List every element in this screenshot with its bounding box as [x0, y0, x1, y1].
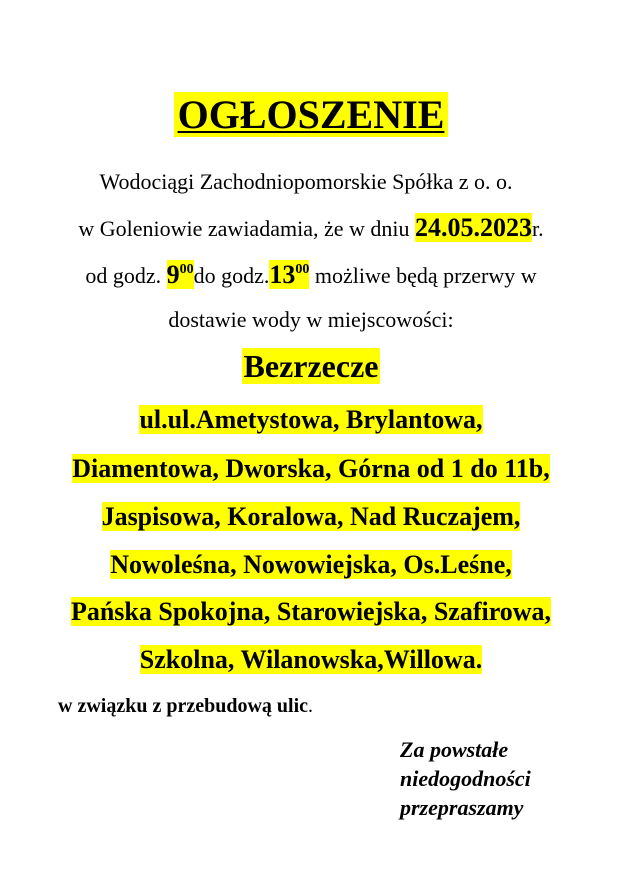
locality-heading — [0, 346, 622, 386]
intro-date-suffix: r. — [531, 216, 544, 241]
street-text: Szkolna, Wilanowska,Willowa. — [139, 645, 483, 674]
hours-suffix: możliwe będą przerwy w — [309, 263, 537, 288]
apology-line: przepraszamy — [400, 795, 524, 820]
reason-line — [58, 693, 313, 719]
street-line — [0, 500, 622, 534]
from-hour-value: 9 — [166, 260, 180, 289]
intro-line-locality: dostawie wody w miejscowości: — [168, 307, 454, 332]
street-text: Nowoleśna, Nowowiejska, Os.Leśne, — [110, 550, 512, 579]
street-text: Jaspisowa, Koralowa, Nad Ruczajem, — [101, 502, 521, 531]
apology-block — [400, 735, 531, 822]
announcement-title — [0, 92, 622, 138]
to-hour-value: 13 — [269, 260, 296, 289]
street-line — [0, 548, 622, 582]
to-text: do godz. — [193, 263, 270, 288]
reason-end: . — [308, 695, 313, 717]
locality-name: Bezrzecze — [243, 348, 379, 384]
intro-date-prefix: w Goleniowie zawiadamia, że w dniu — [78, 216, 415, 241]
to-hour-minutes: 00 — [295, 262, 310, 277]
outage-date: 24.05.2023 — [414, 213, 532, 242]
apology-line: Za powstałe — [400, 737, 509, 762]
street-line — [0, 403, 622, 437]
title-text: OGŁOSZENIE — [174, 92, 449, 137]
street-line — [0, 452, 622, 486]
to-hour — [269, 260, 309, 289]
reason-text: w związku z przebudową ulic — [58, 695, 308, 717]
from-hour-minutes: 00 — [179, 262, 194, 277]
intro-line-hours — [0, 260, 622, 291]
from-text: od godz. — [85, 263, 167, 288]
intro-line-date — [0, 213, 622, 244]
from-hour — [167, 260, 194, 289]
street-line — [0, 595, 622, 629]
street-text: Pańska Spokojna, Starowiejska, Szafirowa, — [70, 597, 552, 626]
intro-line-company: Wodociągi Zachodniopomorskie Spółka z o. o. — [99, 169, 513, 194]
street-line — [0, 643, 622, 677]
street-text: Diamentowa, Dworska, Górna od 1 do 11b, — [72, 454, 550, 483]
apology-line: niedogodności — [400, 766, 531, 791]
street-text: ul.ul.Ametystowa, Brylantowa, — [139, 405, 483, 434]
